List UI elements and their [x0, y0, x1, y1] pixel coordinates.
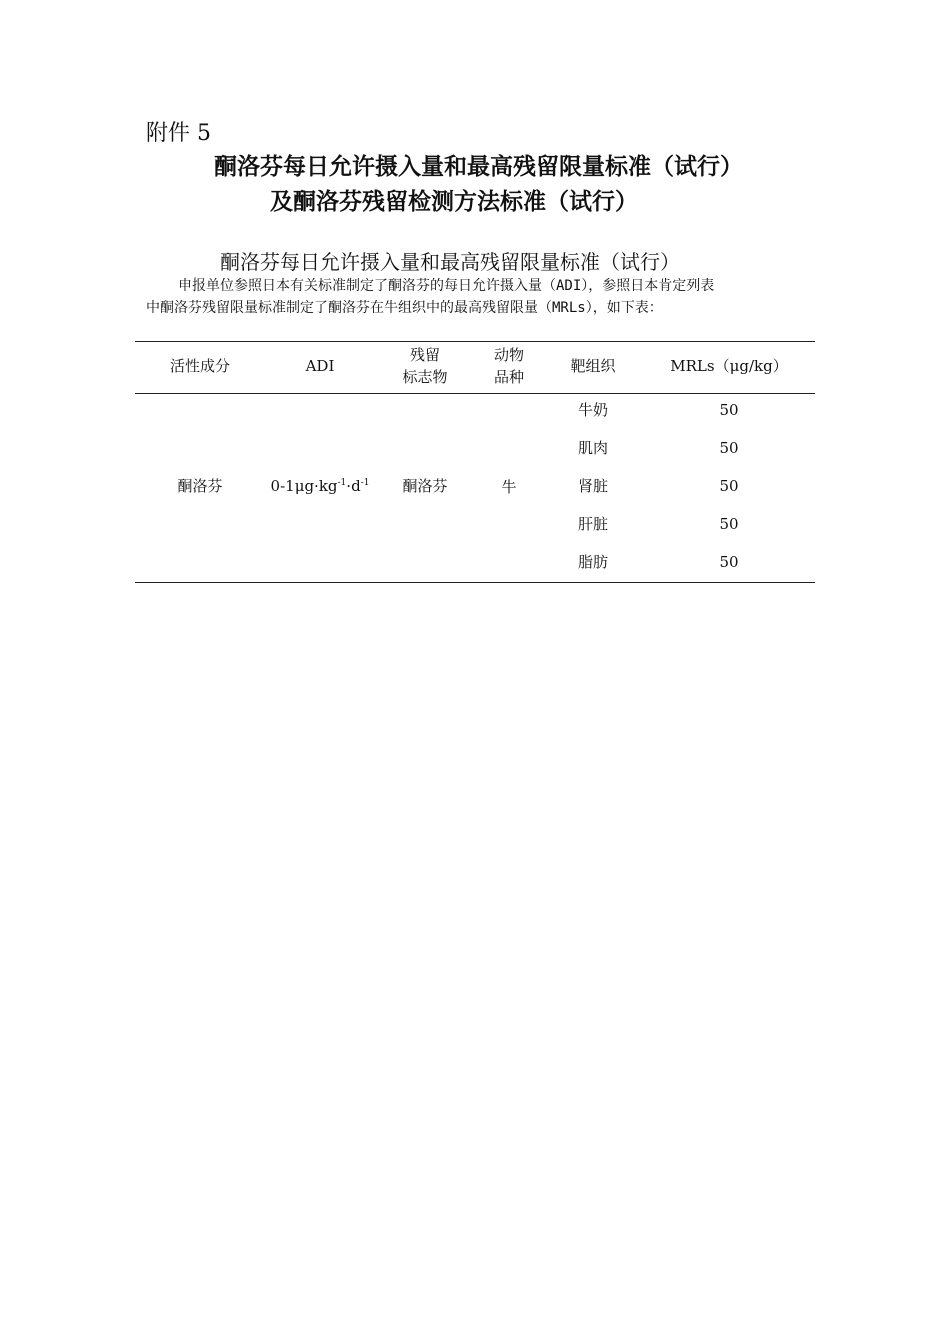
active-ingredient-value: 酮洛芬 [177, 477, 223, 495]
header-active-ingredient: 活性成分 [169, 357, 230, 375]
table-row-mrl: 50 [719, 401, 739, 419]
intro-line2: 中酮洛芬残留限量标准制定了酮洛芬在牛组织中的最高残留限量（MRLs），如下表： [146, 300, 663, 316]
adi-value [265, 475, 375, 497]
header-marker-line1: 残留 [409, 346, 440, 364]
table-row-tissue: 牛奶 [577, 401, 608, 419]
header-marker-line2: 标志物 [402, 368, 448, 386]
intro-paragraph [146, 275, 816, 319]
header-species [475, 344, 543, 388]
adi-exp1: -1 [337, 478, 347, 488]
table-row-mrl: 50 [719, 439, 739, 457]
adi-exp2: -1 [360, 478, 370, 488]
header-adi: ADI [305, 357, 335, 375]
table-row-mrl: 50 [719, 553, 739, 571]
header-mrl: MRLs（μg/kg） [670, 357, 788, 375]
attachment-label: 附件 5 [146, 121, 211, 146]
section-title: 酮洛芬每日允许摄入量和最高残留限量标准（试行） [220, 250, 680, 274]
table-row-tissue: 肝脏 [577, 515, 608, 533]
header-divider [135, 393, 815, 394]
intro-line1: 申报单位参照日本有关标准制定了酮洛芬的每日允许摄入量（ADI），参照日本肯定列表 [178, 278, 715, 294]
main-title-line1: 酮洛芬每日允许摄入量和最高残留限量标准（试行） [214, 154, 743, 180]
header-marker [375, 344, 475, 388]
table-row-mrl: 50 [719, 477, 739, 495]
adi-base: 0-1μg·kg [270, 477, 338, 495]
adi-mid: ·d [346, 477, 361, 495]
mrl-table [135, 341, 815, 583]
table-row-tissue: 脂肪 [577, 553, 608, 571]
header-species-line2: 品种 [493, 368, 524, 386]
main-title-line2: 及酮洛芬残留检测方法标准（试行） [270, 189, 638, 215]
header-species-line1: 动物 [493, 346, 524, 364]
marker-value: 酮洛芬 [402, 477, 448, 495]
header-target-tissue: 靶组织 [570, 357, 616, 375]
table-row-mrl: 50 [719, 515, 739, 533]
table-row-tissue: 肌肉 [577, 439, 608, 457]
species-value: 牛 [501, 478, 517, 496]
table-row-tissue: 肾脏 [577, 477, 608, 495]
